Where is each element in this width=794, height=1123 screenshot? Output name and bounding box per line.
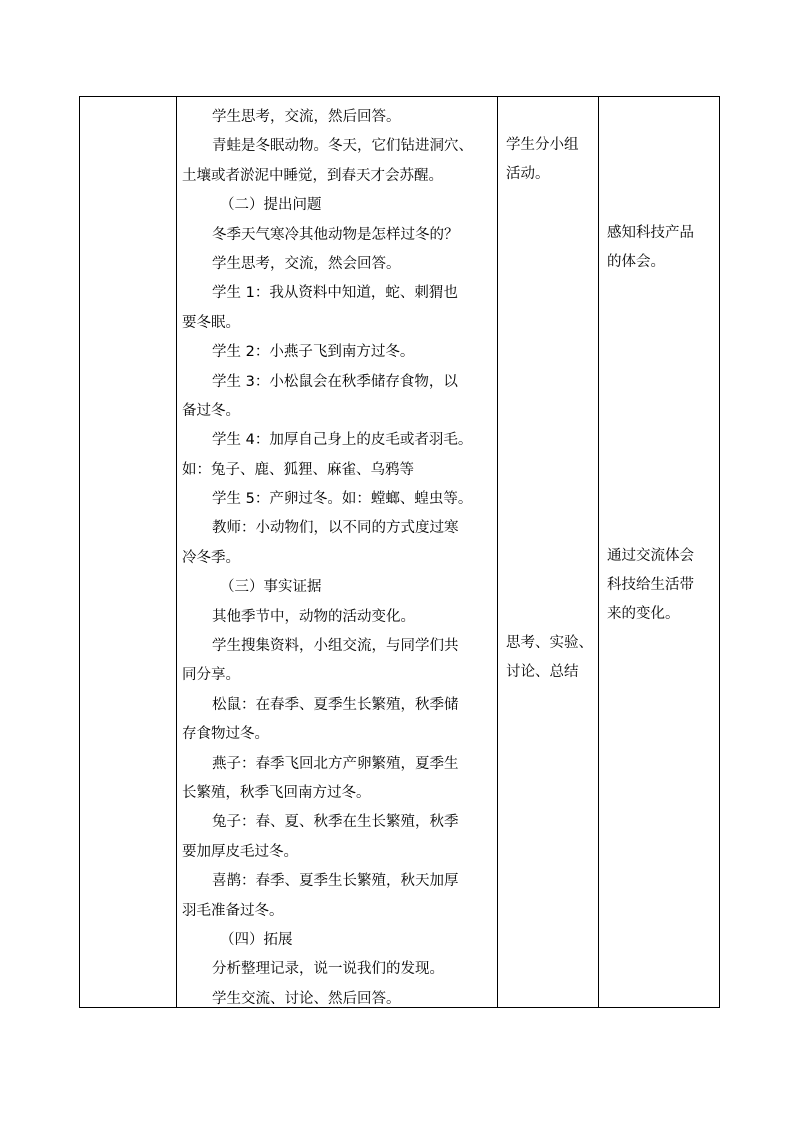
design-intent-block-1 bbox=[607, 219, 715, 277]
text-line: 学生搜集资料，小组交流，与同学们共 bbox=[212, 638, 459, 655]
text-line: 讨论、总结 bbox=[506, 664, 579, 680]
text-line: 的体会。 bbox=[607, 254, 665, 270]
text-line: 学生交流、讨论、然后回答。 bbox=[212, 990, 401, 1007]
text-line: 其他季节中，动物的活动变化。 bbox=[212, 608, 415, 625]
text-line: 分析整理记录，说一说我们的发现。 bbox=[212, 961, 444, 978]
design-intent-block-2 bbox=[607, 542, 715, 629]
text-line: 存食物过冬。 bbox=[182, 726, 269, 743]
teaching-process-text bbox=[182, 103, 494, 1014]
text-line: （三）事实证据 bbox=[220, 579, 322, 596]
text-line: 同分享。 bbox=[182, 667, 240, 684]
text-line: 要冬眠。 bbox=[182, 314, 240, 331]
table-row bbox=[80, 97, 720, 1008]
table-cell-empty bbox=[80, 97, 177, 1008]
text-line: 要加厚皮毛过冬。 bbox=[182, 843, 298, 860]
text-line: 教师：小动物们，以不同的方式度过寒 bbox=[212, 520, 459, 537]
text-line: 思考、实验、 bbox=[506, 635, 593, 651]
text-line: 来的变化。 bbox=[607, 606, 680, 622]
text-line: 活动。 bbox=[506, 166, 550, 182]
text-line: 喜鹊：春季、夏季生长繁殖，秋天加厚 bbox=[212, 873, 459, 890]
text-line: 学生 2：小燕子飞到南方过冬。 bbox=[212, 344, 415, 361]
text-line: 备过冬。 bbox=[182, 402, 240, 419]
text-line: （四）拓展 bbox=[220, 931, 293, 948]
student-activity-block-1 bbox=[506, 131, 594, 189]
text-line: 学生思考，交流，然后回答。 bbox=[212, 109, 401, 125]
text-line: 兔子：春、夏、秋季在生长繁殖，秋季 bbox=[212, 814, 459, 831]
text-line: （二）提出问题 bbox=[220, 197, 322, 214]
table-cell-teaching-process bbox=[177, 97, 498, 1008]
text-line: 学生思考，交流，然会回答。 bbox=[212, 255, 401, 272]
table-cell-student-activity bbox=[498, 97, 599, 1008]
text-line: 燕子：春季飞回北方产卵繁殖，夏季生 bbox=[212, 755, 459, 772]
text-line: 冬季天气寒冷其他动物是怎样过冬的？ bbox=[212, 226, 459, 243]
text-line: 长繁殖，秋季飞回南方过冬。 bbox=[182, 784, 371, 801]
text-line: 学生分小组 bbox=[506, 137, 579, 153]
text-line: 青蛙是冬眠动物。冬天，它们钻进洞穴、 bbox=[212, 138, 473, 155]
text-line: 科技给生活带 bbox=[607, 577, 694, 593]
text-line: 如：兔子、鹿、狐狸、麻雀、乌鸦等 bbox=[182, 461, 414, 478]
text-line: 通过交流体会 bbox=[607, 548, 694, 564]
text-line: 感知科技产品 bbox=[607, 225, 694, 241]
text-line: 学生 1：我从资料中知道，蛇、刺猬也 bbox=[212, 285, 458, 302]
text-line: 学生 3：小松鼠会在秋季储存食物，以 bbox=[212, 373, 458, 390]
text-line: 羽毛准备过冬。 bbox=[182, 902, 284, 919]
text-line: 学生 5：产卵过冬。如：螳螂、蝗虫等。 bbox=[212, 491, 473, 508]
student-activity-block-2 bbox=[506, 629, 594, 687]
lesson-plan-table bbox=[79, 96, 720, 1008]
text-line: 学生 4：加厚自己身上的皮毛或者羽毛。 bbox=[212, 432, 473, 449]
text-line: 土壤或者淤泥中睡觉，到春天才会苏醒。 bbox=[182, 167, 443, 184]
text-line: 冷冬季。 bbox=[182, 549, 240, 566]
table-cell-design-intent bbox=[599, 97, 720, 1008]
text-line: 松鼠：在春季、夏季生长繁殖，秋季储 bbox=[212, 696, 459, 713]
